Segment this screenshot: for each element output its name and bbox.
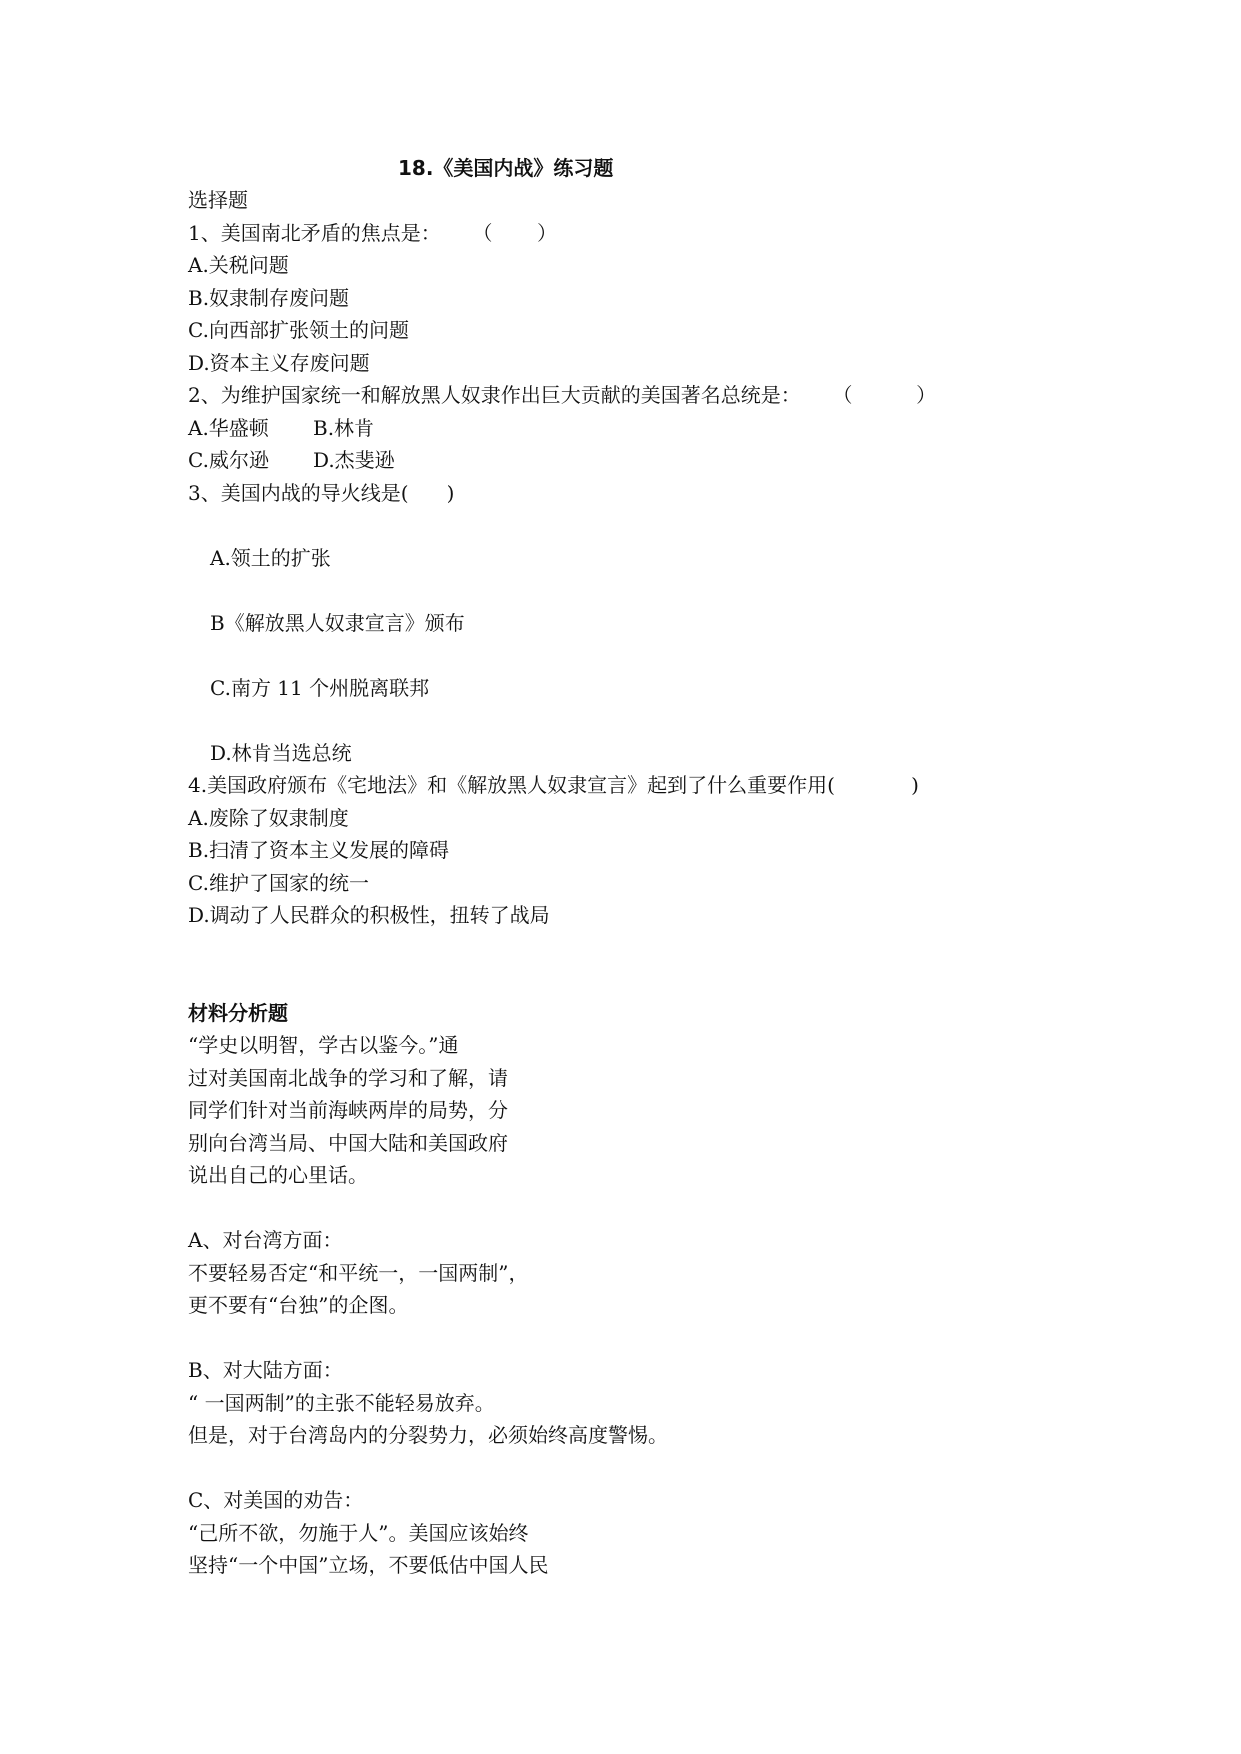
question-1-option-c: C.向西部扩张领土的问题 (188, 318, 409, 342)
spacer (188, 509, 1088, 542)
question-2-option-c: C.威尔逊 (188, 448, 269, 472)
question-1-option-a: A.关税问题 (188, 253, 289, 277)
question-2-option-a: A.华盛顿 (188, 415, 269, 440)
spacer (188, 1192, 1088, 1225)
spacer (188, 574, 1088, 607)
choice-section-heading: 选择题 (188, 188, 248, 212)
question-1-option-b: B.奴隶制存废问题 (188, 285, 350, 310)
worksheet-content (188, 184, 1088, 1582)
spacer (188, 932, 1088, 965)
spacer (188, 639, 1088, 672)
question-3-option-b: B《解放黑人奴隶宣言》颁布 (210, 610, 465, 635)
spacer (188, 1322, 1088, 1355)
question-4-stem: 4.美国政府颁布《宅地法》和《解放黑人奴隶宣言》起到了什么重要作用( ) (188, 773, 919, 797)
question-3-option-d: D.林肯当选总统 (210, 740, 352, 765)
part-b-line: “ 一国两制”的主张不能轻易放弃。 (188, 1390, 495, 1415)
question-3-option-a: A.领土的扩张 (210, 545, 331, 570)
material-intro-line: 说出自己的心里话。 (188, 1163, 368, 1187)
part-a-line: 不要轻易否定“和平统一，一国两制”， (188, 1260, 529, 1285)
question-2-options-row-2 (188, 444, 1088, 477)
part-b-label: B、对大陆方面： (188, 1358, 343, 1382)
question-4-option-b: B.扫清了资本主义发展的障碍 (188, 838, 450, 862)
part-c-line: “己所不欲，勿施于人”。美国应该始终 (188, 1520, 529, 1545)
question-3-stem: 3、美国内战的导火线是( ) (188, 480, 455, 505)
question-2-option-d: D.杰斐逊 (313, 448, 395, 472)
page-title: 18.《美国内战》练习题 (398, 156, 614, 180)
question-4-option-c: C.维护了国家的统一 (188, 870, 369, 895)
part-c-line: 坚持“一个中国”立场，不要低估中国人民 (188, 1553, 549, 1577)
question-1-option-d: D.资本主义存废问题 (188, 350, 370, 375)
part-b-line: 但是，对于台湾岛内的分裂势力，必须始终高度警惕。 (188, 1423, 668, 1447)
spacer (188, 704, 1088, 737)
question-4-option-d: D.调动了人民群众的积极性，扭转了战局 (188, 903, 550, 927)
material-intro-line: 同学们针对当前海峡两岸的局势，分 (188, 1098, 508, 1122)
part-a-line: 更不要有“台独”的企图。 (188, 1293, 409, 1317)
part-a-label: A、对台湾方面： (188, 1228, 343, 1252)
question-2-stem: 2、为维护国家统一和解放黑人奴隶作出巨大贡献的美国著名总统是： （ ） (188, 383, 937, 407)
material-section-heading: 材料分析题 (188, 1000, 288, 1025)
question-2-option-b: B.林肯 (313, 415, 375, 440)
question-2-options-row-1 (188, 412, 1088, 445)
material-intro-line: 别向台湾当局、中国大陆和美国政府 (188, 1130, 508, 1155)
question-4-option-a: A.废除了奴隶制度 (188, 805, 349, 830)
question-3-option-c: C.南方 11 个州脱离联邦 (210, 675, 430, 700)
material-intro-line: 过对美国南北战争的学习和了解，请 (188, 1065, 508, 1090)
question-1-stem: 1、美国南北矛盾的焦点是： （ ） (188, 220, 558, 245)
spacer (188, 964, 1088, 997)
part-c-label: C、对美国的劝告： (188, 1488, 364, 1512)
spacer (188, 1452, 1088, 1485)
material-intro-line: “学史以明智，学古以鉴今。”通 (188, 1033, 459, 1057)
